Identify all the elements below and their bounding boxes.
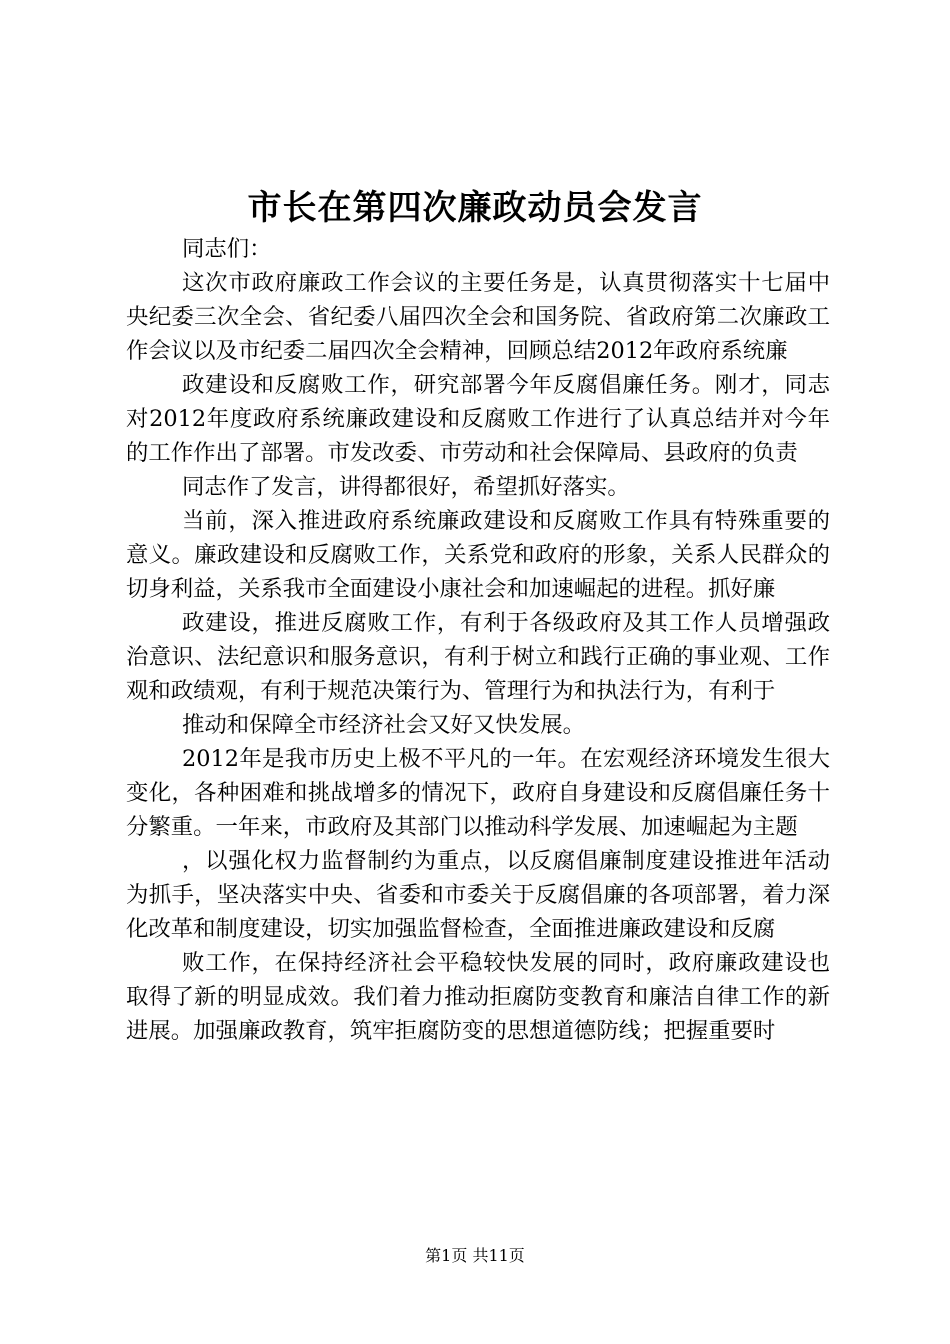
document-title: 市长在第四次廉政动员会发言 [247, 188, 703, 228]
document-body [126, 232, 830, 1048]
paragraph: ，以强化权力监督制约为重点，以反腐倡廉制度建设推进年活动为抓手，坚决落实中央、省委和市委关于反腐倡廉的各项部署，着力深化改革和制度建设，切实加强监督检查，全面推进廉政建设和反腐 [126, 848, 830, 942]
page-footer: 第1页 共11页 [425, 1246, 525, 1265]
paragraph: 当前，深入推进政府系统廉政建设和反腐败工作具有特殊重要的意义。廉政建设和反腐败工作，关系党和政府的形象，关系人民群众的切身利益，关系我市全面建设小康社会和加速崛起的进程。抓好廉 [126, 508, 830, 602]
paragraph: 这次市政府廉政工作会议的主要任务是，认真贯彻落实十七届中央纪委三次全会、省纪委八届四次全会和国务院、省政府第二次廉政工作会议以及市纪委二届四次全会精神，回顾总结2012年政府系统廉 [126, 270, 830, 364]
paragraph: 同志们： [182, 236, 272, 262]
paragraph: 2012年是我市历史上极不平凡的一年。在宏观经济环境发生很大变化，各种困难和挑战增多的情况下，政府自身建设和反腐倡廉任务十分繁重。一年来，市政府及其部门以推动科学发展、加速崛起为主题 [126, 746, 830, 840]
paragraph: 败工作，在保持经济社会平稳较快发展的同时，政府廉政建设也取得了新的明显成效。我们着力推动拒腐防变教育和廉洁自律工作的新进展。加强廉政教育，筑牢拒腐防变的思想道德防线；把握重要时 [126, 950, 830, 1044]
paragraph: 政建设和反腐败工作，研究部署今年反腐倡廉任务。刚才，同志对2012年度政府系统廉政建设和反腐败工作进行了认真总结并对今年的工作作出了部署。市发改委、市劳动和社会保障局、县政府的负责 [126, 372, 830, 466]
paragraph: 同志作了发言，讲得都很好，希望抓好落实。 [182, 474, 630, 500]
paragraph: 政建设，推进反腐败工作，有利于各级政府及其工作人员增强政治意识、法纪意识和服务意识，有利于树立和践行正确的事业观、工作观和政绩观，有利于规范决策行为、管理行为和执法行为，有利于 [126, 610, 830, 704]
paragraph: 推动和保障全市经济社会又好又快发展。 [182, 712, 586, 738]
